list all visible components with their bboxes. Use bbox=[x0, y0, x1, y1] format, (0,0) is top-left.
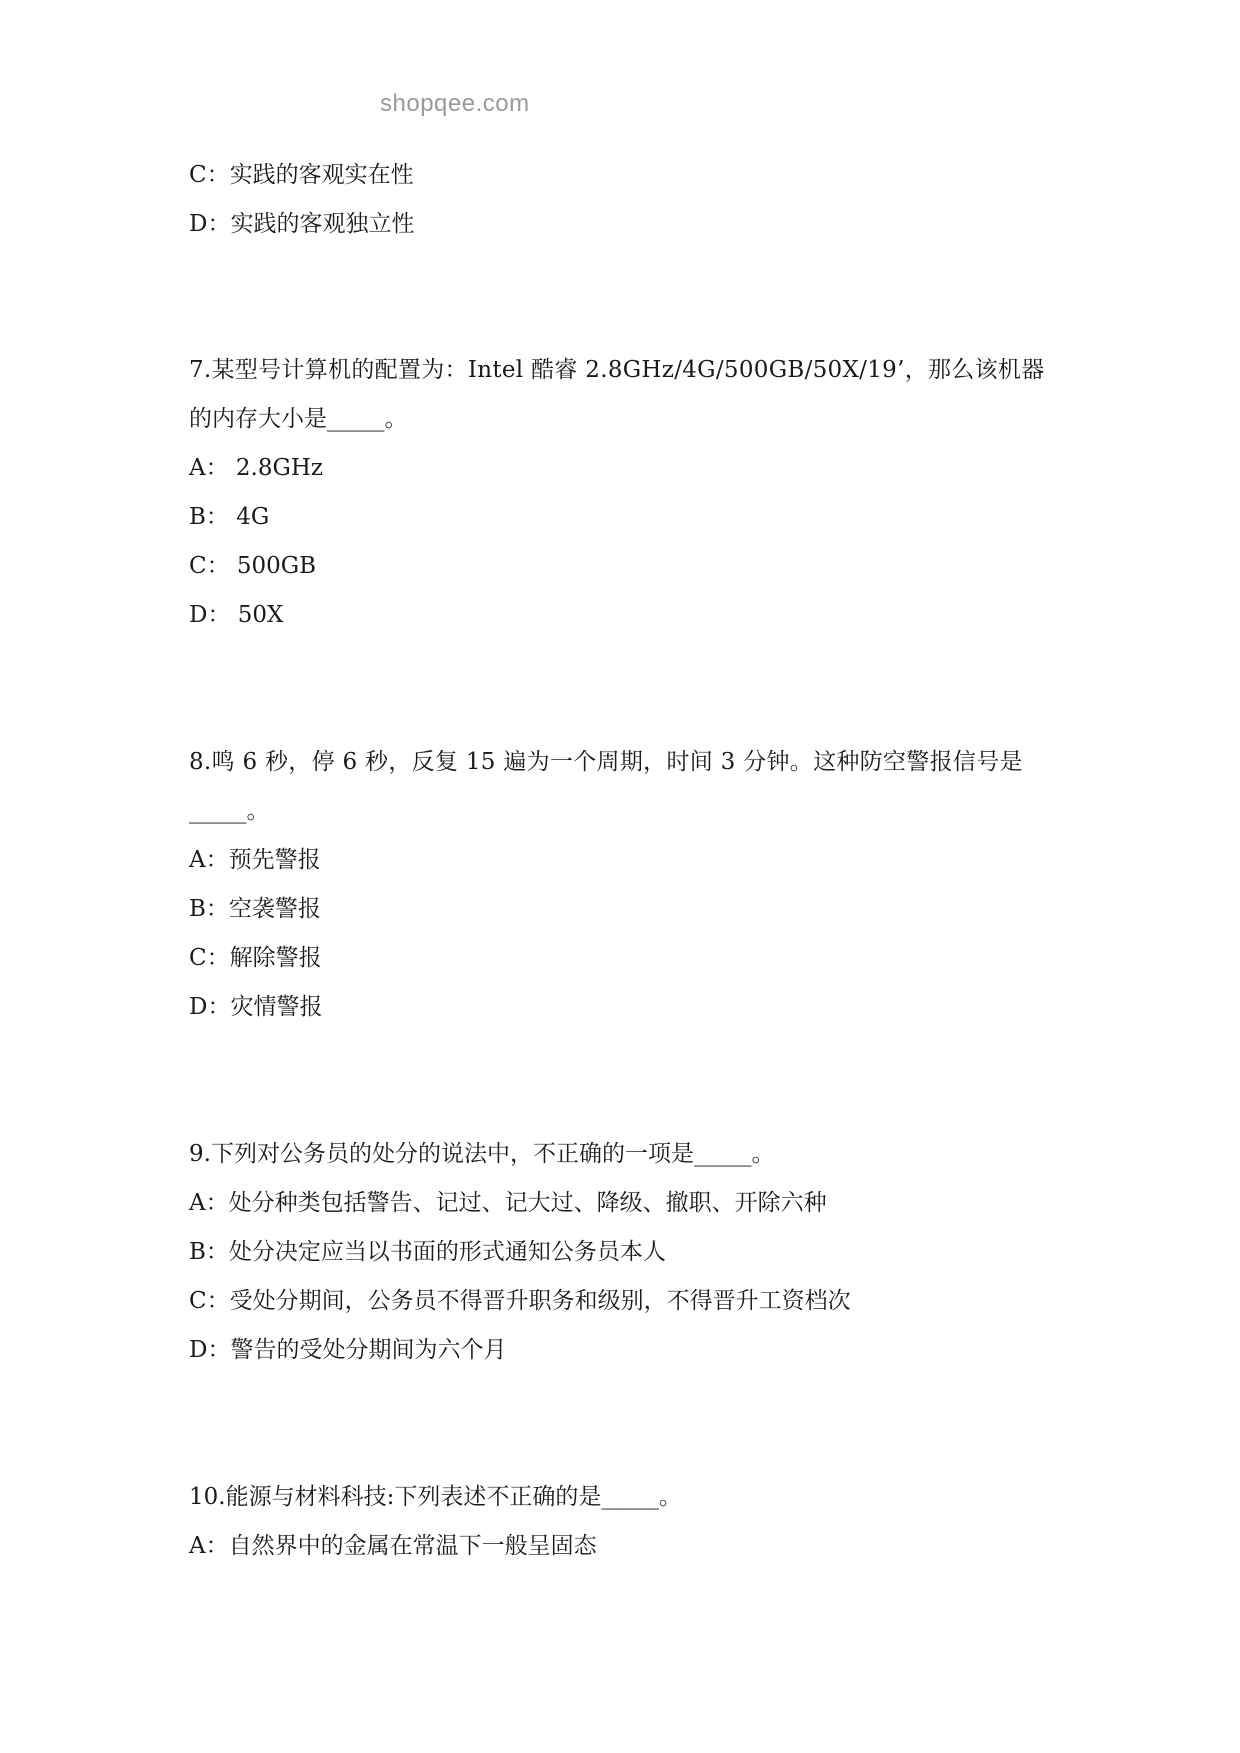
q7-stem-line1: 7.某型号计算机的配置为：Intel 酷睿 2.8GHz/4G/500GB/50X/19’，那么该机器 bbox=[189, 357, 1045, 383]
q9-option-d: D：警告的受处分期间为六个月 bbox=[189, 1337, 507, 1363]
q6-option-d: D：实践的客观独立性 bbox=[189, 211, 415, 237]
q8-option-c: C：解除警报 bbox=[189, 945, 322, 971]
q8-option-b: B：空袭警报 bbox=[189, 896, 321, 922]
q6-option-c: C：实践的客观实在性 bbox=[189, 162, 414, 188]
q8-stem-line2: _____。 bbox=[189, 798, 270, 824]
q10-option-a: A：自然界中的金属在常温下一般呈固态 bbox=[189, 1533, 597, 1559]
q7-option-d: D： 50X bbox=[189, 602, 284, 628]
q8-option-a: A：预先警报 bbox=[189, 847, 321, 873]
q9-stem: 9.下列对公务员的处分的说法中，不正确的一项是_____。 bbox=[189, 1141, 775, 1167]
q9-option-b: B：处分决定应当以书面的形式通知公务员本人 bbox=[189, 1239, 666, 1265]
q7-option-b: B： 4G bbox=[189, 504, 270, 530]
q8-option-d: D：灾情警报 bbox=[189, 994, 323, 1020]
q7-option-c: C： 500GB bbox=[189, 553, 317, 579]
q7-stem-line2: 的内存大小是_____。 bbox=[189, 406, 408, 432]
q8-stem-line1: 8.鸣 6 秒，停 6 秒，反复 15 遍为一个周期，时间 3 分钟。这种防空警报信号是 bbox=[189, 749, 1023, 775]
watermark: shopqee.com bbox=[380, 90, 530, 117]
q7-option-a: A： 2.8GHz bbox=[189, 455, 324, 481]
q10-stem: 10.能源与材料科技:下列表述不正确的是_____。 bbox=[189, 1484, 682, 1510]
q9-option-c: C：受处分期间，公务员不得晋升职务和级别，不得晋升工资档次 bbox=[189, 1288, 851, 1314]
q9-option-a: A：处分种类包括警告、记过、记大过、降级、撤职、开除六种 bbox=[189, 1190, 827, 1216]
